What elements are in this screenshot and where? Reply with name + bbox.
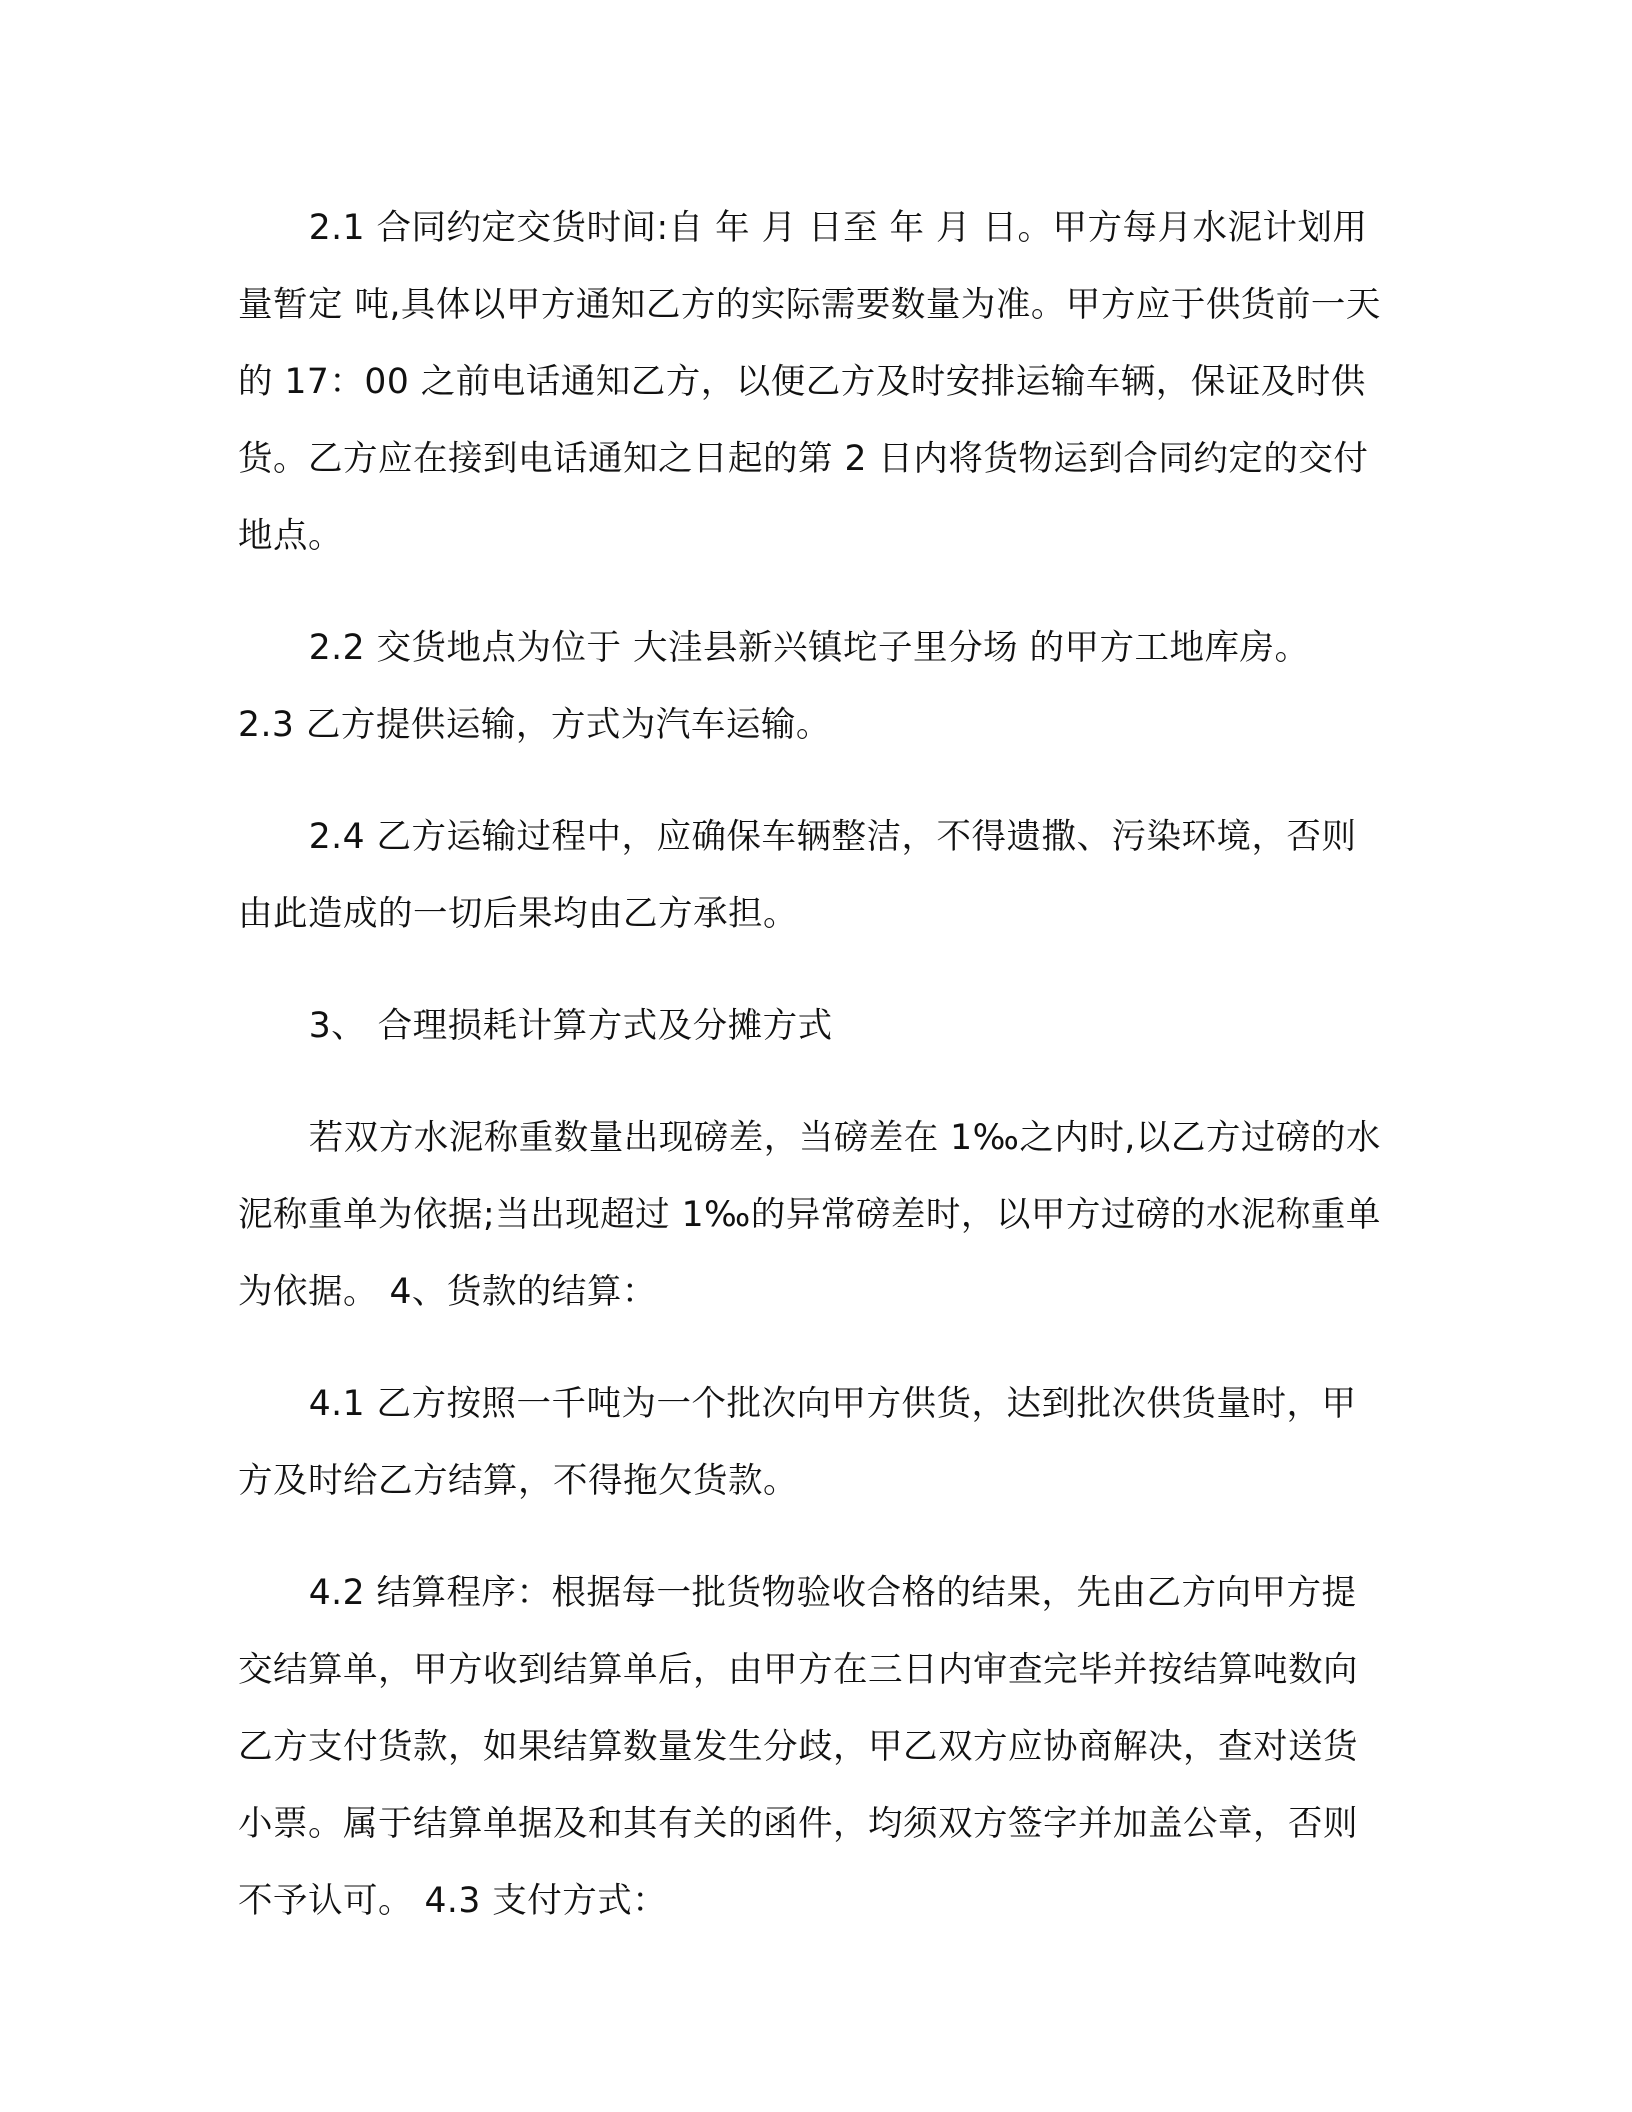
section-heading-loss-calculation: 3、 合理损耗计算方式及分摊方式	[308, 1006, 833, 1046]
paragraph-transport: 2.3 乙方提供运输，方式为汽车运输。	[238, 705, 831, 745]
paragraph-batch-settlement: 4.1 乙方按照一千吨为一个批次向甲方供货，达到批次供货量时，甲方及时给乙方结算，不得拖欠货款。	[238, 1384, 1357, 1501]
paragraph-weighing-difference: 若双方水泥称重数量出现磅差，当磅差在 1‰之内时,以乙方过磅的水泥称重单为依据;当出现超过 1‰的异常磅差时，以甲方过磅的水泥称重单为依据。 4、货款的结算：	[238, 1118, 1381, 1312]
document-body	[238, 190, 1388, 1940]
paragraph-transport-cleanliness: 2.4 乙方运输过程中，应确保车辆整洁，不得遗撒、污染环境，否则由此造成的一切后果均由乙方承担。	[238, 817, 1357, 934]
paragraph-delivery-location: 2.2 交货地点为位于 大洼县新兴镇坨子里分场 的甲方工地库房。	[308, 628, 1310, 668]
paragraph-settlement-procedure: 4.2 结算程序：根据每一批货物验收合格的结果，先由乙方向甲方提交结算单，甲方收到结算单后，由甲方在三日内审查完毕并按结算吨数向乙方支付货款，如果结算数量发生分歧，甲乙双方应协商解决，查对送货小票。属于结算单据及和其有关的函件，均须双方签字并加盖公章，否则不予认可。 4.3 支付方式：	[238, 1573, 1358, 1921]
paragraph-delivery-time: 2.1 合同约定交货时间:自 年 月 日至 年 月 日。甲方每月水泥计划用量暂定 吨,具体以甲方通知乙方的实际需要数量为准。甲方应于供货前一天的 17：00 之前电话通知乙方，以便乙方及时安排运输车辆，保证及时供货。乙方应在接到电话通知之日起的第 2 日内将货物运到合同约定的交付地点。	[238, 208, 1381, 556]
